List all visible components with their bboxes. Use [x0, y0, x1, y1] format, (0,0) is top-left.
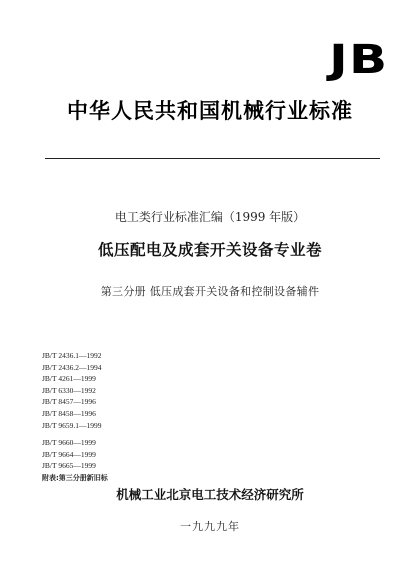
jb-logo: JB — [328, 37, 388, 83]
appendix-note: 附表:第三分册新旧标 — [42, 474, 108, 482]
divider-rule — [45, 158, 380, 159]
part-title: 第三分册 低压成套开关设备和控制设备辅件 — [100, 285, 320, 298]
standard-number: JB/T 8458—1996 — [42, 408, 96, 418]
publication-year: 一九九九年 — [180, 520, 240, 533]
standard-number: JB/T 9664—1999 — [42, 449, 96, 459]
volume-title: 低压配电及成套开关设备专业卷 — [97, 241, 322, 259]
standard-number: JB/T 9660—1999 — [42, 438, 96, 447]
standard-number: JB/T 9659.1—1999 — [42, 420, 102, 430]
main-title: 中华人民共和国机械行业标准 — [67, 99, 353, 123]
standard-number: JB/T 4261—1999 — [42, 374, 96, 384]
compilation-subtitle: 电工类行业标准汇编（1999 年版） — [114, 210, 306, 224]
publisher: 机械工业北京电工技术经济研究所 — [116, 487, 304, 502]
standards-list-group-2 — [42, 437, 96, 472]
standard-number: JB/T 2436.2—1994 — [42, 362, 102, 372]
standard-number: JB/T 2436.1—1992 — [42, 351, 102, 360]
standard-number: JB/T 6330—1992 — [42, 385, 96, 395]
standard-number: JB/T 8457—1996 — [42, 397, 96, 407]
standards-list-group-1 — [42, 350, 101, 431]
standard-number: JB/T 9665—1999 — [42, 461, 96, 471]
